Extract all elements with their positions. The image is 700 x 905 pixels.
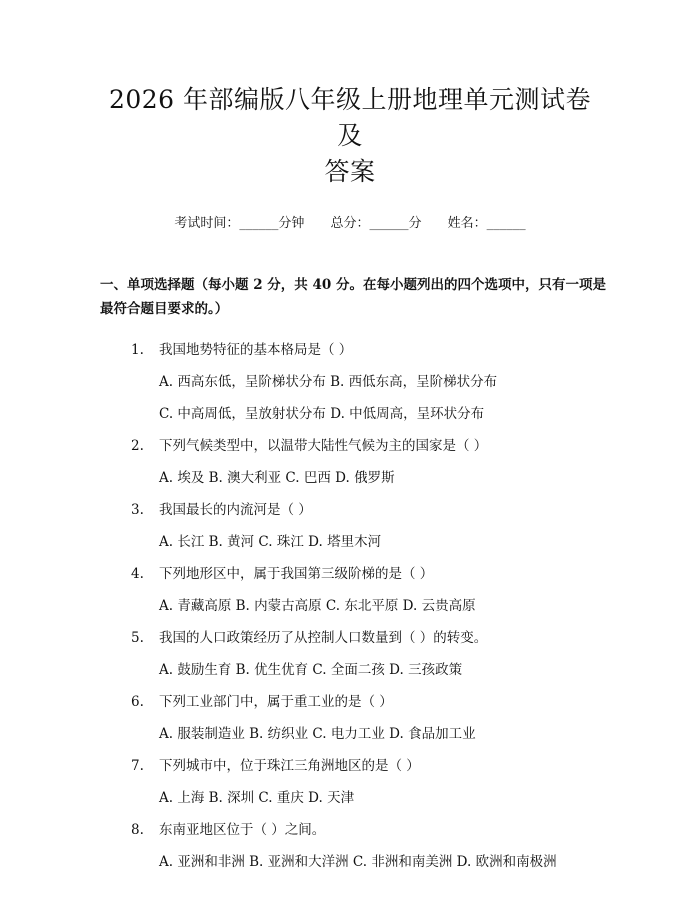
question-item [100,686,600,750]
question-text: 我国的人口政策经历了从控制人口数量到（ ）的转变。 [159,630,488,646]
section-heading: 一、单项选择题（每小题 2 分，共 40 分。在每小题列出的四个选项中，只有一项是最符合题目要求的。） [100,277,606,317]
question-text: 下列工业部门中，属于重工业的是（ ） [159,694,393,710]
total-score-field: 总分：______分 [330,216,422,231]
question-list [100,334,600,878]
question-stem [100,494,600,526]
question-text: 我国最长的内流河是（ ） [159,502,312,518]
question-number: 1. [131,342,144,358]
title-line-2: 答案 [324,157,376,186]
question-options: A. 服装制造业 B. 纺织业 C. 电力工业 D. 食品加工业 [159,726,476,742]
question-number: 5. [131,630,144,646]
question-item [100,814,600,878]
question-text: 下列气候类型中，以温带大陆性气候为主的国家是（ ） [159,438,488,454]
question-item [100,334,600,430]
question-stem [100,334,600,366]
question-number: 3. [131,502,144,518]
exam-time-field: 考试时间：______分钟 [174,216,305,231]
question-options: A. 西高东低，呈阶梯状分布 B. 西低东高，呈阶梯状分布 [159,374,498,390]
question-options: A. 亚洲和非洲 B. 亚洲和大洋洲 C. 非洲和南美洲 D. 欧洲和南极洲 [159,854,557,870]
document-title [100,0,600,190]
exam-info-row [100,212,600,231]
question-text: 下列地形区中，属于我国第三级阶梯的是（ ） [159,566,434,582]
question-number: 8. [131,822,144,838]
question-item [100,622,600,686]
question-item [100,494,600,558]
question-text: 我国地势特征的基本格局是（ ） [159,342,353,358]
question-options: A. 长江 B. 黄河 C. 珠江 D. 塔里木河 [159,534,382,550]
question-stem [100,750,600,782]
question-options: A. 青藏高原 B. 内蒙古高原 C. 东北平原 D. 云贵高原 [159,598,476,614]
question-stem [100,430,600,462]
question-number: 7. [131,758,144,774]
question-item [100,750,600,814]
question-text: 东南亚地区位于（ ）之间。 [159,822,326,838]
question-stem [100,622,600,654]
question-options: C. 中高周低，呈放射状分布 D. 中低周高，呈环状分布 [159,406,485,422]
question-item [100,430,600,494]
question-options: A. 埃及 B. 澳大利亚 C. 巴西 D. 俄罗斯 [159,470,395,486]
question-stem [100,558,600,590]
question-options: A. 鼓励生育 B. 优生优育 C. 全面二孩 D. 三孩政策 [159,662,463,678]
name-field: 姓名：______ [447,216,526,231]
question-number: 4. [131,566,144,582]
question-number: 2. [131,438,144,454]
question-options: A. 上海 B. 深圳 C. 重庆 D. 天津 [159,790,355,806]
question-stem [100,814,600,846]
question-text: 下列城市中，位于珠江三角洲地区的是（ ） [159,758,420,774]
title-line-1: 2026 年部编版八年级上册地理单元测试卷及 [108,85,592,150]
question-item [100,558,600,622]
question-stem [100,686,600,718]
question-number: 6. [131,694,144,710]
